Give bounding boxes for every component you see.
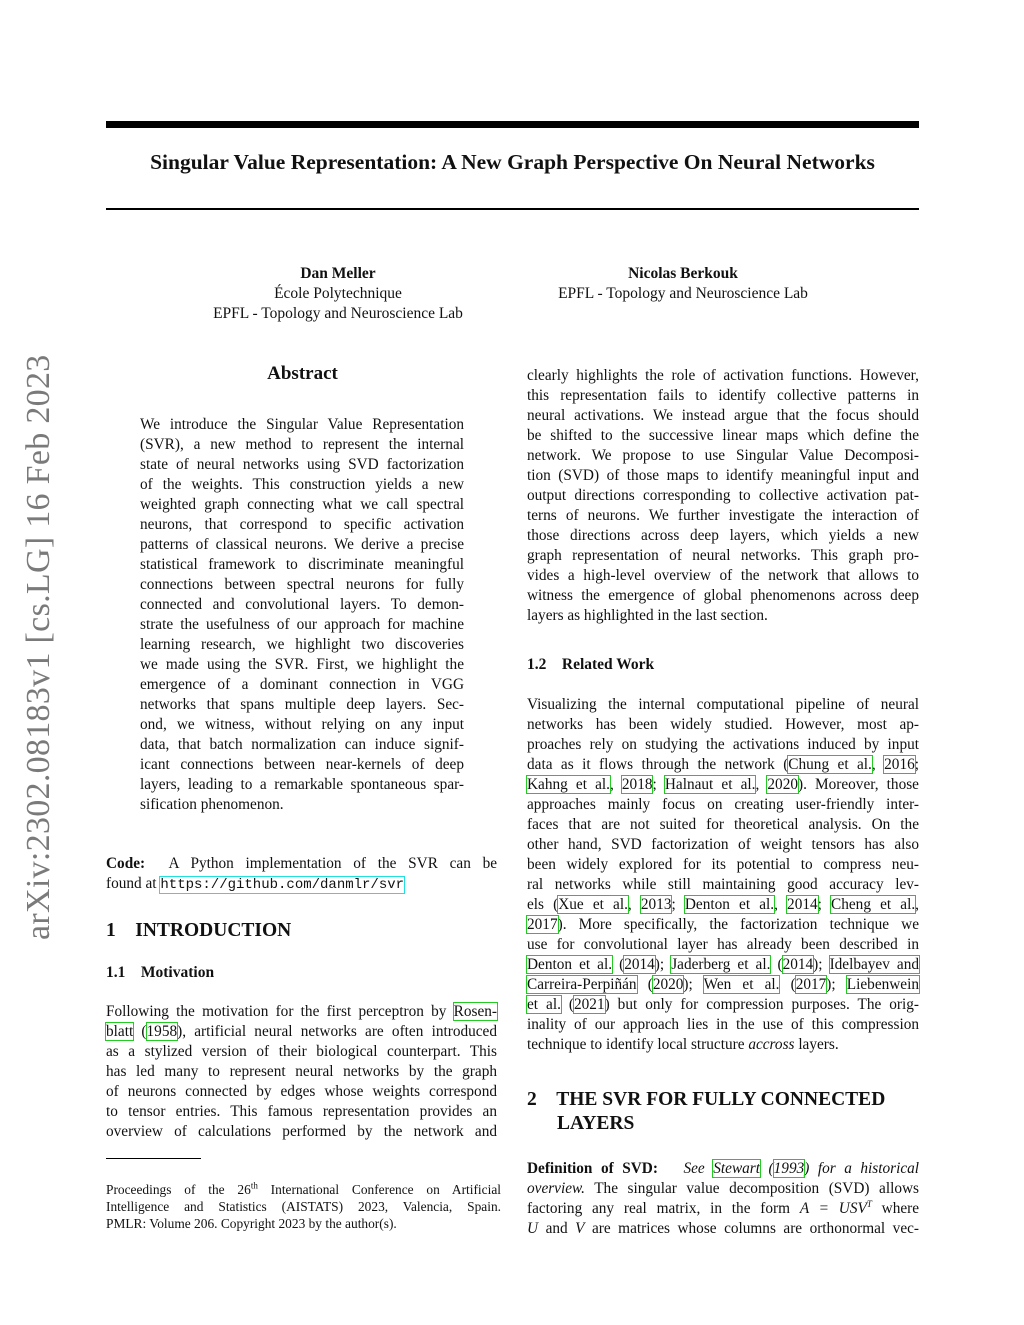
section-number: 1 <box>106 920 116 941</box>
section-heading-2 <box>527 1088 885 1136</box>
motivation-line: overview of calculations performed by the network and <box>106 1123 497 1140</box>
author-block-2 <box>528 264 838 304</box>
abstract-heading: Abstract <box>267 363 338 384</box>
code-line <box>106 874 497 894</box>
motivation-line: to tensor entries. This famous representation provides an <box>106 1103 497 1120</box>
svd-line <box>527 1219 919 1239</box>
abstract-line: data, that batch normalization can induce signif- <box>140 736 464 753</box>
text-run: are matrices whose columns are orthonormal vec- <box>592 1220 920 1237</box>
author-name: Dan Meller <box>300 265 376 282</box>
related-line: els (Xue et al., 2013; Denton et al., 2014; Cheng et al., <box>527 896 919 913</box>
subsection-heading-1-2 <box>527 656 654 674</box>
svd-definition-paragraph <box>527 1159 919 1239</box>
motivation-paragraph <box>106 1002 497 1142</box>
intro-line: tion (SVD) of those maps to identify meaningful input and <box>527 467 919 484</box>
footnote <box>106 1181 501 1232</box>
text-run: The singular value decomposition (SVD) allows <box>594 1180 919 1197</box>
superscript: th <box>250 1180 258 1191</box>
intro-line: those directions across deep layers, which yields a new <box>527 527 919 544</box>
citation-link[interactable]: 2020 <box>767 776 798 793</box>
subsection-number: 1.1 <box>106 964 126 981</box>
text-run: and <box>545 1220 568 1237</box>
intro-continuation <box>527 366 919 626</box>
citation-link[interactable]: Carreira-Perpiñán <box>527 976 637 993</box>
abstract-line: sification phenomenon. <box>140 796 284 813</box>
intro-line: network. We propose to use Singular Value Decomposi- <box>527 447 919 464</box>
text-run: factoring any real matrix, in the form <box>527 1200 791 1217</box>
citation-link[interactable]: Denton et al. <box>527 956 613 973</box>
related-line <box>527 1035 919 1055</box>
math-expression: A = USV <box>799 1200 867 1217</box>
motivation-line: as a stylized version of their biological counterpart. This <box>106 1043 497 1060</box>
related-line: inality of our approach lies in the use of this compression <box>527 1016 919 1033</box>
intro-line: graph representation of neural networks. This graph pro- <box>527 547 919 564</box>
abstract-line: networks that spans multiple deep layers. Sec- <box>140 696 464 713</box>
svd-line: Definition of SVD: See Stewart (1993) for a historical <box>527 1160 920 1177</box>
abstract-line: strate the usefulness of our approach for machine <box>140 616 464 633</box>
citation-link[interactable]: 2020 <box>652 976 684 993</box>
subsection-title: Related Work <box>561 656 655 673</box>
text-run: overview. <box>527 1180 585 1197</box>
math-symbol: U <box>527 1220 539 1237</box>
related-line: data as it flows through the network (Chung et al., 2016; <box>527 756 919 773</box>
abstract-line: patterns of classical neurons. We derive a precise <box>140 536 464 553</box>
text-run: data as it flows through the network ( <box>527 756 789 773</box>
citation-link[interactable]: 2017 <box>795 976 827 993</box>
abstract-line: neurons, that correspond to specific activation <box>140 516 464 533</box>
related-line: Visualizing the internal computational pipeline of neural <box>527 696 919 713</box>
related-line: approaches mainly focus on creating user-friendly inter- <box>527 796 919 813</box>
text-run: where <box>881 1200 920 1217</box>
github-link[interactable]: https://github.com/danmlr/svr <box>160 877 405 893</box>
svd-line <box>527 1199 919 1219</box>
intro-line: vides a high-level overview of the network that allows to <box>527 567 919 584</box>
abstract-line: statistical framework to discriminate meaningful <box>140 556 464 573</box>
citation-link[interactable]: Stewart <box>713 1160 760 1177</box>
motivation-line: of neurons connected by edges whose weights correspond <box>106 1083 497 1100</box>
code-text: found at <box>106 875 157 892</box>
related-line: other hand, SVD factorization of weight tensors has also <box>527 836 919 853</box>
section-title-line <box>527 1088 885 1112</box>
abstract-line: emergence of a dominant connection in VGG <box>140 676 464 693</box>
footnote-line: PMLR: Volume 206. Copyright 2023 by the author(s). <box>106 1216 397 1231</box>
motivation-line <box>106 1002 497 1022</box>
citation-link[interactable]: Liebenwein <box>846 976 919 993</box>
author-affiliation: EPFL - Topology and Neuroscience Lab <box>558 285 808 302</box>
abstract-line: we made using the SVR. First, we highlight the <box>140 656 464 673</box>
citation-link[interactable]: Halnaut et al. <box>664 776 756 793</box>
intro-line: terns of neurons. We further investigate the interaction of <box>527 507 919 524</box>
citation-link[interactable]: 2013 <box>640 896 672 913</box>
section-title: THE SVR FOR FULLY CONNECTED <box>556 1089 886 1110</box>
text-run: ) but only for compression purposes. The orig- <box>604 996 919 1013</box>
citation-link[interactable]: 2014 <box>624 956 655 973</box>
section-number: 2 <box>527 1089 537 1110</box>
abstract-line: learning research, we highlight two discoveries <box>140 636 464 653</box>
subsection-title: Motivation <box>140 964 215 981</box>
title-bottom-rule <box>106 208 919 210</box>
abstract-line: We introduce the Singular Value Representation <box>140 416 464 433</box>
text-run: ). More specifically, the factorization technique we <box>557 916 919 933</box>
abstract-line: of the weights. This construction yields a new <box>140 476 464 493</box>
citation-link[interactable]: 1993 <box>773 1160 805 1177</box>
citation-link[interactable]: Cheng et al. <box>831 896 916 913</box>
author-affiliation: EPFL - Topology and Neuroscience Lab <box>213 305 463 322</box>
author-name: Nicolas Berkouk <box>628 265 738 282</box>
text-run: International Conference on Artificial <box>270 1182 501 1197</box>
abstract-line: weighted graph connecting what we call spectral <box>140 496 464 513</box>
abstract-line: icant connections between near-kernels of deep <box>140 756 464 773</box>
intro-line: layers as highlighted in the last section. <box>527 607 768 624</box>
footnote-rule <box>106 1158 201 1159</box>
text-run: layers. <box>798 1036 839 1053</box>
citation-link[interactable]: Chung et al. <box>788 756 872 773</box>
related-line: et al. (2021) but only for compression purposes. The orig- <box>527 996 919 1013</box>
related-line: networks has been widely studied. However, most ap- <box>527 716 919 733</box>
footnote-line: Intelligence and Statistics (AISTATS) 2023, Valencia, Spain. <box>106 1199 501 1214</box>
superscript: T <box>866 1198 872 1209</box>
svd-line <box>527 1179 919 1199</box>
citation-link[interactable]: Kahng et al. <box>527 776 610 793</box>
text-run: accross <box>748 1036 795 1053</box>
author-block-1 <box>188 264 488 324</box>
citation-link[interactable]: Idelbayev and <box>829 956 920 973</box>
related-line: Carreira-Perpiñán (2020); Wen et al. (2017); Liebenwein <box>527 976 919 993</box>
paper-title: Singular Value Representation: A New Graph Perspective On Neural Networks <box>150 150 875 174</box>
abstract-line: state of neural networks using SVD factorization <box>140 456 464 473</box>
text-run: See <box>683 1160 705 1177</box>
intro-line: neural activations. We instead argue that the focus should <box>527 407 919 424</box>
abstract-line: ond, we witness, without relying on any input <box>140 716 464 733</box>
citation-link[interactable]: Denton et al. <box>684 896 775 913</box>
citation-link[interactable]: 2021 <box>574 996 605 1013</box>
intro-line: output directions corresponding to collective activation pat- <box>527 487 919 504</box>
related-line: Kahng et al., 2018; Halnaut et al., 2020). Moreover, those <box>527 776 919 793</box>
intro-line: this representation fails to identify collective patterns in <box>527 387 919 404</box>
abstract-line: connections between spectral neurons for fully <box>140 576 464 593</box>
related-line: use for convolutional layer has already been described in <box>527 936 919 953</box>
section-title: LAYERS <box>557 1113 635 1134</box>
related-line: ral networks while still maintaining good accuracy lev- <box>527 876 919 893</box>
text-run: ) for a historical <box>804 1160 920 1177</box>
code-label: Code: <box>106 855 146 872</box>
definition-label: Definition of SVD: <box>527 1160 658 1177</box>
citation-link[interactable]: Wen et al. <box>703 976 780 993</box>
abstract-body <box>140 415 464 815</box>
related-line: Denton et al. (2014); Jaderberg et al. (2014); Idelbayev and <box>527 956 920 973</box>
related-work-paragraph <box>527 695 919 1055</box>
footnote-line <box>106 1181 501 1198</box>
abstract-line: connected and convolutional layers. To demon- <box>140 596 464 613</box>
related-line: faces that are not suited for theoretical analysis. On the <box>527 816 919 833</box>
citation-link[interactable]: Jaderberg et al. <box>671 956 771 973</box>
abstract-line: layers, leading to a remarkable spontaneous spar- <box>140 776 464 793</box>
motivation-line: blatt (1958), artificial neural networks are often introduced <box>106 1023 497 1040</box>
intro-line: clearly highlights the role of activation functions. However, <box>527 367 919 384</box>
code-line <box>106 854 497 874</box>
citation-link[interactable]: 2017 <box>527 916 558 933</box>
intro-line: be shifted to the successive linear maps which define the <box>527 427 919 444</box>
related-line: proaches rely on studying the activations induced by input <box>527 736 919 753</box>
subsection-heading-1-1 <box>106 964 214 982</box>
arxiv-stamp: arXiv:2302.08183v1 [cs.LG] 16 Feb 2023 <box>20 354 57 940</box>
code-paragraph <box>106 854 497 894</box>
citation-link[interactable]: Rosen- <box>453 1003 498 1020</box>
related-line <box>527 915 919 935</box>
citation-link[interactable]: blatt <box>106 1023 134 1040</box>
intro-line: witness the emergence of global phenomenons across deep <box>527 587 919 604</box>
text-run: technique to identify local structure <box>527 1036 745 1053</box>
citation-link[interactable]: 1958 <box>146 1023 178 1040</box>
related-line: been widely explored for its potential to compress neu- <box>527 856 919 873</box>
text-run: els ( <box>527 896 559 913</box>
abstract-line: (SVR), a new method to represent the internal <box>140 436 464 453</box>
text-run: Following the motivation for the first perceptron by <box>106 1003 447 1020</box>
text-run: Proceedings of the 26 <box>106 1182 251 1197</box>
citation-link[interactable]: 2018 <box>621 776 653 793</box>
text-run: ). Moreover, those <box>797 776 919 793</box>
citation-link[interactable]: 2016 <box>884 756 915 773</box>
text-run: ), artificial neural networks are often introduced <box>177 1023 497 1040</box>
citation-link[interactable]: Xue et al. <box>558 896 628 913</box>
citation-link[interactable]: et al. <box>527 996 561 1013</box>
subsection-number: 1.2 <box>527 656 547 673</box>
math-symbol: V <box>575 1220 585 1237</box>
code-text: A Python implementation of the SVR can be <box>168 855 498 872</box>
title-top-rule <box>106 121 919 128</box>
section-title: INTRODUCTION <box>135 920 292 941</box>
section-heading-1 <box>106 920 291 942</box>
citation-link[interactable]: 2014 <box>782 956 814 973</box>
author-affiliation: École Polytechnique <box>274 285 402 302</box>
motivation-line: has led many to represent neural networks by the graph <box>106 1063 497 1080</box>
citation-link[interactable]: 2014 <box>787 896 818 913</box>
